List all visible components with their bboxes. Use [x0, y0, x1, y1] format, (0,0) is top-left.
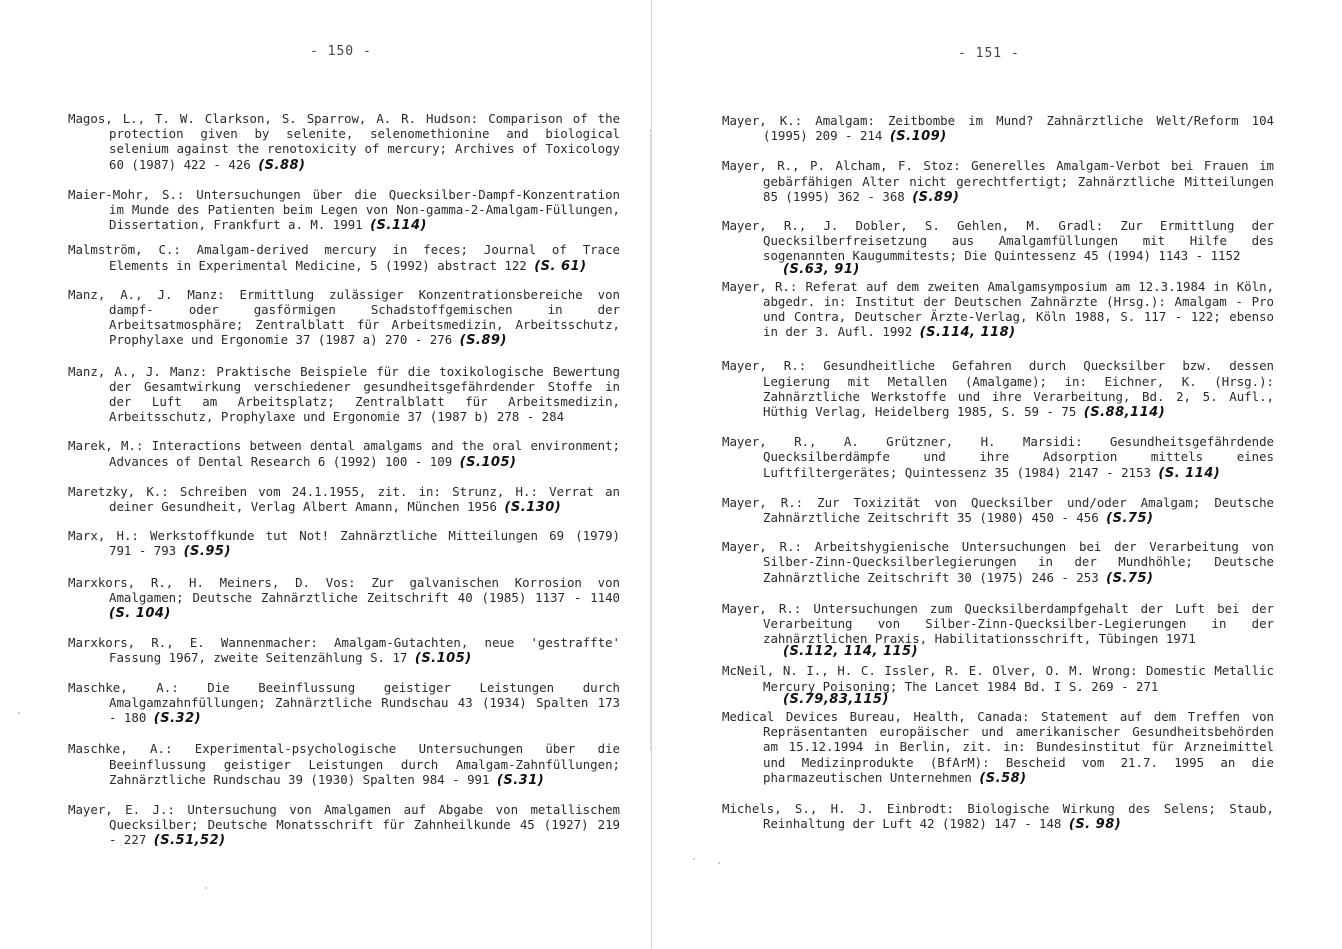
- entry-text: Maschke, A.: Die Beeinflussung geistiger Leistungen durch Amalgamzahnfüllungen; Zahnärztliche Rundschau 43 (1934) Spalten 173 - 180: [68, 679, 620, 726]
- entry-text: McNeil, N. I., H. C. Issler, R. E. Olver, O. M. Wrong: Domestic Metallic Mercury Poisoning; The Lancet 1984 Bd. I S. 269 - 271: [722, 663, 1274, 694]
- bibliography-entry: [722, 601, 1274, 660]
- bibliography-entry: [722, 218, 1274, 277]
- entry-text: Mayer, R., A. Grützner, H. Marsidi: Gesundheitsgefährdende Quecksilberdämpfe und ihre Adsorption mittels eines Luftfiltergerätes; Quintessenz 35 (1984) 2147 - 2153: [722, 434, 1274, 480]
- bibliography-entry: [68, 187, 620, 234]
- entry-text: Mayer, R.: Referat auf dem zweiten Amalgamsymposium am 12.3.1984 in Köln, abgedr. in: Institut der Deutschen Zahnärzte (Hrsg.): Amalgam - Pro und Contra, Deutscher Ärzte-Verlag, Köln 1988, S. 117 - 122; ebenso in der 3. Aufl. 1992: [722, 278, 1274, 340]
- handwritten-page-note: (S. 61): [534, 258, 587, 274]
- entry-text: Maschke, A.: Experimental-psychologische Untersuchungen über die Beeinflussung geistiger Leistungen durch Amalgam-Zahnfüllungen; Zahnärztliche Rundschau 39 (1930) Spalten 984 - 991: [68, 741, 620, 787]
- bibliography-entry: [722, 113, 1274, 144]
- entry-text: Mayer, R.: Zur Toxizität von Quecksilber und/oder Amalgam; Deutsche Zahnärztliche Zeitschrift 35 (1980) 450 - 456: [722, 494, 1274, 526]
- bibliography-entry: [722, 158, 1274, 205]
- scan-speck: [205, 887, 207, 889]
- bibliography-entry: [68, 287, 620, 349]
- bibliography-entry: [722, 539, 1274, 586]
- scan-speck: [693, 858, 695, 860]
- handwritten-page-note: (S.63, 91): [783, 261, 860, 277]
- handwritten-page-note: (S.75): [1106, 511, 1154, 527]
- handwritten-page-note: (S.88): [258, 157, 306, 173]
- bibliography-entry: [68, 680, 620, 727]
- entry-text: Mayer, R.: Untersuchungen zum Quecksilberdampfgehalt der Luft bei der Verarbeitung von Silber-Zinn-Quecksilber-Legierungen in der zahnärztlichen Praxis, Habilitationsschrift, Tübingen 1971: [722, 600, 1274, 647]
- bibliography-entry: [722, 279, 1274, 341]
- handwritten-page-note: (S.88,114): [1083, 405, 1166, 421]
- handwritten-page-note: (S.89): [912, 189, 960, 205]
- bibliography-list-left: [68, 111, 620, 849]
- handwritten-page-note: (S. 98): [1068, 817, 1122, 833]
- bibliography-entry: [722, 801, 1274, 832]
- handwritten-page-note: (S.109): [889, 129, 947, 145]
- entry-text: Manz, A., J. Manz: Ermittlung zulässiger Konzentrationsbereiche von dampf- oder gasförmigen Schadstoffgemischen in der Arbeitsatmosphäre; Zentralblatt für Arbeitsmedizin, Arbeitsschutz, Prophylaxe und Ergonomie 37 (1987 a) 270 - 276: [68, 286, 620, 348]
- bibliography-entry: [722, 358, 1274, 420]
- handwritten-page-note: (S.105): [459, 454, 517, 470]
- entry-text: Marxkors, R., H. Meiners, D. Vos: Zur galvanischen Korrosion von Amalgamen; Deutsche Zahnärztliche Zeitschrift 40 (1985) 1137 - 1140: [68, 574, 620, 605]
- bibliography-entry: [68, 635, 620, 666]
- bibliography-entry: [68, 528, 620, 559]
- bibliography-entry: [68, 111, 620, 173]
- handwritten-page-note: (S. 114): [1158, 465, 1221, 481]
- bibliography-entry: [722, 434, 1274, 481]
- bibliography-entry: [68, 242, 620, 273]
- bibliography-entry: [722, 709, 1274, 786]
- handwritten-page-note: (S.114): [370, 218, 427, 234]
- entry-text: Manz, A., J. Manz: Praktische Beispiele für die toxikologische Bewertung der Gesamtwirkung verschiedener gesundheitsgefährdender Stoffe in der Luft am Arbeitsplatz; Zentralblatt für Arbeitsmedizin, Arbeitsschutz, Prophylaxe und Ergonomie 37 (1987 b) 278 - 284: [68, 363, 620, 425]
- entry-text: Mayer, R., J. Dobler, S. Gehlen, M. Gradl: Zur Ermittlung der Quecksilberfreisetzung aus Amalgamfüllungen mit Hilfe des sogenannten Kaugummitests; Die Quintessenz 45 (1994) 1143 - 1152: [722, 218, 1274, 264]
- handwritten-page-note: (S. 104): [109, 606, 171, 622]
- bibliography-list-right: [722, 113, 1274, 832]
- bibliography-entry: [68, 802, 620, 849]
- handwritten-page-note: (S.89): [459, 333, 507, 349]
- bibliography-entry: [722, 495, 1274, 526]
- right-page: [652, 0, 1342, 949]
- bibliography-entry: [722, 663, 1274, 706]
- scan-speck: [18, 712, 20, 714]
- entry-text: Mayer, R., P. Alcham, F. Stoz: Generelles Amalgam-Verbot bei Frauen im gebärfähigen Alter nicht gerechtfertigt; Zahnärztliche Mitteilungen 85 (1995) 362 - 368: [722, 158, 1274, 204]
- handwritten-page-note: (S.79,83,115): [783, 691, 889, 707]
- bibliography-entry: [68, 484, 620, 515]
- handwritten-page-note: (S.32): [153, 711, 202, 727]
- handwritten-page-note: (S.112, 114, 115): [783, 644, 919, 660]
- entry-text: Maretzky, K.: Schreiben vom 24.1.1955, zit. in: Strunz, H.: Verrat an deiner Gesundheit, Verlag Albert Amann, München 1956: [68, 483, 620, 515]
- handwritten-page-note: (S.95): [183, 544, 231, 560]
- entry-text: Marek, M.: Interactions between dental amalgams and the oral environment; Advances of Dental Research 6 (1992) 100 - 109: [68, 438, 620, 469]
- entry-text: Mayer, R.: Arbeitshygienische Untersuchungen bei der Verarbeitung von Silber-Zinn-Quecksilberlegierungen in der Mundhöhle; Deutsche Zahnärztliche Zeitschrift 30 (1975) 246 - 253: [722, 539, 1274, 585]
- handwritten-page-note: (S.105): [414, 651, 472, 667]
- entry-text: Mayer, R.: Gesundheitliche Gefahren durch Quecksilber bzw. dessen Legierung mit Metallen (Amalgame); in: Eichner, K. (Hrsg.): Zahnärztliche Werkstoffe und ihre Verarbeitung, Bd. 2, 5. Aufl., Hüthig Verlag, Heidelberg 1985, S. 59 - 75: [722, 358, 1274, 420]
- scan-speck: [718, 862, 720, 864]
- page-number-left: - 150 -: [310, 44, 372, 59]
- entry-text: Maier-Mohr, S.: Untersuchungen über die Quecksilber-Dampf-Konzentration im Munde des Patienten beim Legen von Non-gamma-2-Amalgam-Füllungen, Dissertation, Frankfurt a. M. 1991: [68, 186, 620, 233]
- entry-text: Magos, L., T. W. Clarkson, S. Sparrow, A. R. Hudson: Comparison of the protection given by selenite, selenomethionine and biological selenium against the renotoxicity of mercury; Archives of Toxicology 60 (1987) 422 - 426: [68, 111, 620, 172]
- entry-text: Mayer, K.: Amalgam: Zeitbombe im Mund? Zahnärztliche Welt/Reform 104 (1995) 209 - 214: [722, 113, 1274, 144]
- handwritten-page-note: (S.75): [1106, 570, 1154, 586]
- entry-text: Marxkors, R., E. Wannenmacher: Amalgam-Gutachten, neue 'gestraffte' Fassung 1967, zweite Seitenzählung S. 17: [68, 635, 620, 666]
- entry-text: Michels, S., H. J. Einbrodt: Biologische Wirkung des Selens; Staub, Reinhaltung der Luft 42 (1982) 147 - 148: [722, 800, 1274, 832]
- handwritten-page-note: (S.58): [979, 770, 1027, 786]
- bibliography-entry: [68, 364, 620, 425]
- handwritten-page-note: (S.114, 118): [919, 325, 1016, 341]
- handwritten-page-note: (S.31): [496, 772, 545, 788]
- entry-text: Mayer, E. J.: Untersuchung von Amalgamen auf Abgabe von metallischem Quecksilber; Deutsche Monatsschrift für Zahnheilkunde 45 (1927) 219 - 227: [68, 801, 620, 848]
- entry-text: Marx, H.: Werkstoffkunde tut Not! Zahnärztliche Mitteilungen 69 (1979) 791 - 793: [68, 528, 620, 559]
- left-page: [0, 0, 652, 949]
- bibliography-entry: [68, 741, 620, 788]
- page-number-right: - 151 -: [958, 46, 1020, 61]
- bibliography-entry: [68, 575, 620, 622]
- handwritten-page-note: (S.51,52): [153, 833, 226, 849]
- handwritten-page-note: (S.130): [504, 500, 562, 516]
- entry-text: Malmström, C.: Amalgam-derived mercury in feces; Journal of Trace Elements in Experimental Medicine, 5 (1992) abstract 122: [68, 242, 620, 273]
- entry-text: Medical Devices Bureau, Health, Canada: Statement auf dem Treffen von Repräsentanten europäischer und amerikanischer Gesundheitsbehörden am 15.12.1994 in Berlin, zit. in: Bundesinstitut für Arzneimittel und Medizinprodukte (BfArM): Bescheid vom 21.7. 1995 an die pharmazeutischen Unternehmen: [722, 708, 1274, 785]
- bibliography-entry: [68, 438, 620, 469]
